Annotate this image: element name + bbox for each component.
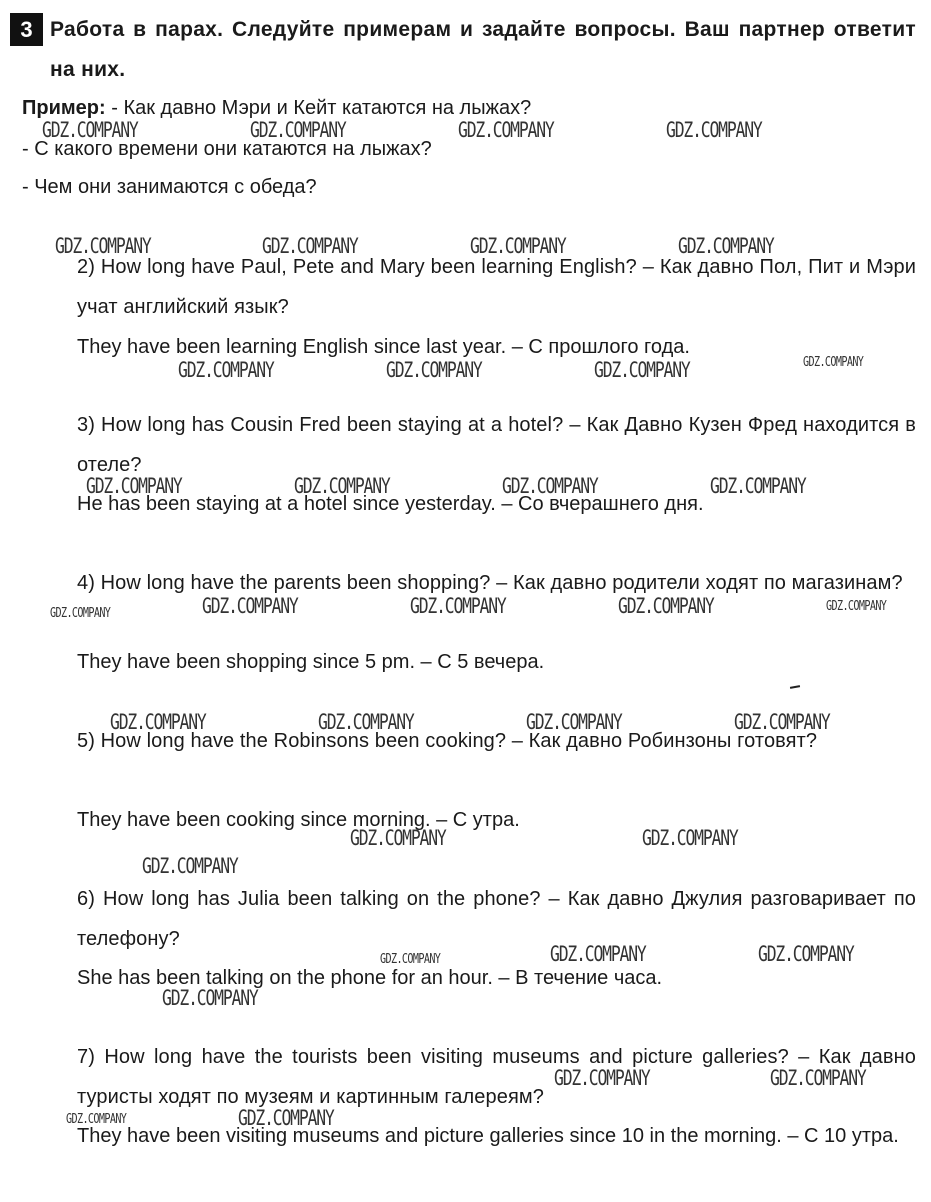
watermark: GDZ.COMPANY [178,358,274,382]
item-5-answer: They have been cooking since morning. – С утра. [77,809,520,831]
watermark: GDZ.COMPANY [142,854,238,878]
example-line-3: - Чем они занимаются с обеда? [22,176,317,198]
watermark: GDZ.COMPANY [554,1066,650,1090]
item-3-answer: He has been staying at a hotel since yesterday. – Со вчерашнего дня. [77,493,704,515]
watermark: GDZ.COMPANY [410,594,506,618]
watermark: GDZ.COMPANY [666,118,762,142]
watermark: GDZ.COMPANY [770,1066,866,1090]
watermark: GDZ.COMPANY [594,358,690,382]
watermark: GDZ.COMPANY [734,710,830,734]
watermark: GDZ.COMPANY [386,358,482,382]
item-6-answer: She has been talking on the phone for an hour. – В течение часа. [77,967,663,989]
watermark: GDZ.COMPANY [42,118,138,142]
task-number-badge: 3 [10,13,43,46]
watermark: GDZ.COMPANY [66,1112,127,1127]
watermark: GDZ.COMPANY [642,826,738,850]
watermark: GDZ.COMPANY [710,474,806,498]
watermark: GDZ.COMPANY [250,118,346,142]
watermark: GDZ.COMPANY [502,474,598,498]
item-4-answer: They have been shopping since 5 pm. – С 5 вечера. [77,651,545,673]
example-line-1 [22,96,531,120]
item-7-question: 7) How long have the tourists been visiting museums and picture galleries? – Как давно туристы ходят по музеям и картинным галереям? [77,1046,916,1108]
watermark: GDZ.COMPANY [262,234,358,258]
watermark: GDZ.COMPANY [50,606,111,621]
item-2-answer: They have been learning English since last year. – С прошлого года. [77,336,690,358]
watermark: GDZ.COMPANY [110,710,206,734]
item-6-question: 6) How long has Julia been talking on the phone? – Как давно Джулия разговаривает по телефону? [77,888,916,950]
watermark: GDZ.COMPANY [294,474,390,498]
item-3-question: 3) How long has Cousin Fred been staying at a hotel? – Как Давно Кузен Фред находится в отеле? [77,414,916,476]
example-text-1: - Как давно Мэри и Кейт катаются на лыжах? [105,97,532,119]
stray-mark [790,685,800,689]
watermark: GDZ.COMPANY [318,710,414,734]
watermark: GDZ.COMPANY [380,952,441,967]
watermark: GDZ.COMPANY [162,986,258,1010]
watermark: GDZ.COMPANY [826,599,887,614]
watermark: GDZ.COMPANY [238,1106,334,1130]
task-instruction: Работа в парах. Следуйте примерам и задайте вопросы. Ваш партнер ответит на них. [50,18,916,81]
watermark: GDZ.COMPANY [350,826,446,850]
item-7-answer: They have been visiting museums and picture galleries since 10 in the morning. – С 10 утра. [77,1125,899,1147]
example-label: Пример: [22,97,106,119]
watermark: GDZ.COMPANY [758,942,854,966]
watermark: GDZ.COMPANY [526,710,622,734]
item-2-question: 2) How long have Paul, Pete and Mary been learning English? – Как давно Пол, Пит и Мэри учат английский язык? [77,256,916,318]
watermark: GDZ.COMPANY [470,234,566,258]
watermark: GDZ.COMPANY [618,594,714,618]
item-5-question: 5) How long have the Robinsons been cooking? – Как давно Робинзоны готовят? [77,730,818,752]
watermark: GDZ.COMPANY [550,942,646,966]
watermark: GDZ.COMPANY [678,234,774,258]
watermark: GDZ.COMPANY [55,234,151,258]
watermark: GDZ.COMPANY [803,355,864,370]
example-line-2: - С какого времени они катаются на лыжах? [22,138,432,160]
watermark: GDZ.COMPANY [458,118,554,142]
watermark: GDZ.COMPANY [202,594,298,618]
item-4-question: 4) How long have the parents been shopping? – Как давно родители ходят по магазинам? [77,572,903,594]
watermark: GDZ.COMPANY [86,474,182,498]
